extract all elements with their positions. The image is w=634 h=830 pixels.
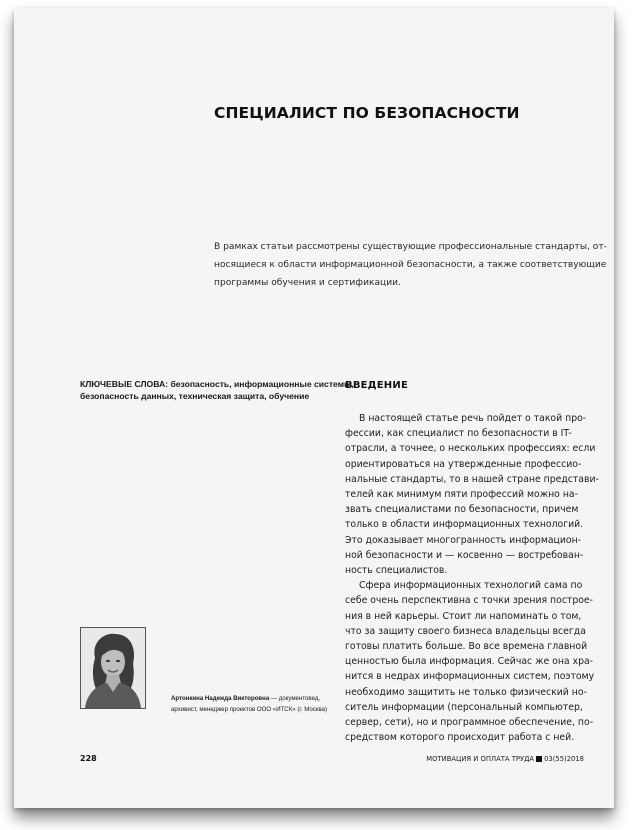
keywords-line: безопасность данных, техническая защита, обучение — [80, 391, 310, 401]
keywords-line: КЛЮЧЕВЫЕ СЛОВА: безопасность, информационные системы, — [80, 379, 354, 389]
author-role: — документовед, — [269, 695, 321, 702]
body-line: отрасли, а точнее, о нескольких профессиях: если — [345, 443, 596, 455]
abstract-line: программы обучения и сертификации. — [214, 278, 401, 288]
author-affiliation: архивист, менеджер проектов ООО «ИТСК» (г. Москва) — [171, 706, 328, 713]
body-line: себе очень перспективна с точки зрения построе- — [345, 595, 594, 607]
keywords-block — [80, 378, 354, 402]
body-line: телей как минимум пяти профессий можно на- — [345, 489, 578, 501]
body-line: ситель информации (персональный компьютер, — [345, 701, 583, 713]
page-number: 228 — [80, 754, 97, 763]
body-line: ность специалистов. — [345, 565, 448, 577]
body-line: В настоящей статье речь пойдет о такой про- — [359, 413, 587, 424]
section-heading: ВВЕДЕНИЕ — [345, 380, 408, 391]
body-line: нальные стандарты, то в нашей стране представи- — [345, 473, 599, 485]
abstract-line: носящиеся к области информационной безопасности, а также соответствующие — [214, 260, 607, 270]
body-line: ния в ней карьеры. Стоит ли напоминать о том, — [345, 610, 582, 622]
body-line: ориентироваться на утвержденные профессио- — [345, 458, 582, 470]
article-abstract — [214, 238, 607, 292]
body-line: необходимо защитить не только физический но- — [345, 686, 587, 698]
journal-name: МОТИВАЦИЯ И ОПЛАТА ТРУДА — [426, 755, 535, 763]
article-title: СПЕЦИАЛИСТ ПО БЕЗОПАСНОСТИ — [214, 104, 520, 122]
body-line: ной безопасности и — косвенно — востребован- — [345, 549, 584, 561]
body-line: нится в недрах информационных систем, поэтому — [345, 671, 595, 683]
body-line: готовы платить больше. Во все времена главной — [345, 641, 588, 653]
body-line: ценностью была информация. Сейчас же она хра- — [345, 656, 594, 668]
body-line: что за защиту своего бизнеса владельцы всегда — [345, 625, 586, 637]
article-body — [345, 411, 605, 745]
body-line: звать специалистами по безопасности, причем — [345, 504, 579, 516]
body-line: Сфера информационных технологий сама по — [359, 580, 583, 592]
journal-issue: 03(55)2018 — [544, 755, 584, 763]
body-line: сервер, сети), но и программное обеспечение, по- — [345, 717, 594, 729]
body-line: фессии, как специалист по безопасности в IT- — [345, 428, 572, 440]
body-line: средством которого происходит работа с ней. — [345, 732, 575, 744]
author-info — [171, 693, 341, 715]
body-line: только в области информационных технологий. — [345, 519, 584, 531]
journal-footer — [426, 755, 584, 763]
author-name: Артонкина Надежда Викторовна — [171, 695, 270, 702]
document-page — [14, 8, 614, 808]
abstract-line: В рамках статьи рассмотрены существующие профессиональные стандарты, от- — [214, 242, 607, 252]
author-portrait — [81, 628, 145, 708]
body-line: Это доказывает многогранность информацион- — [345, 534, 582, 546]
square-bullet-icon — [536, 756, 542, 762]
author-photo — [80, 627, 146, 709]
